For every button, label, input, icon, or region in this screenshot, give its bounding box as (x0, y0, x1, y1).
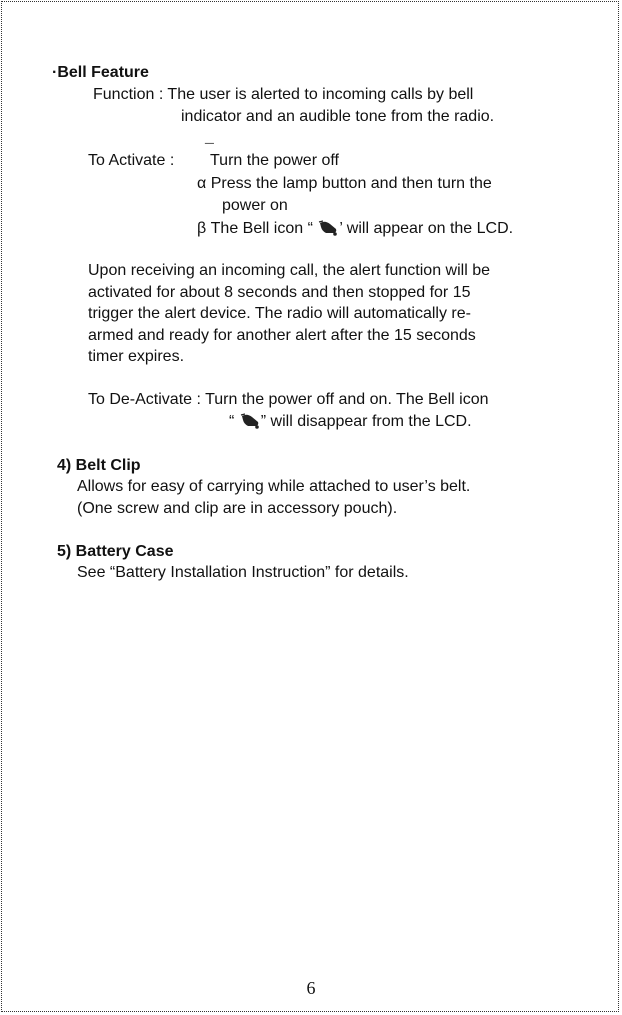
deactivate-suffix: ” will disappear from the LCD. (260, 413, 472, 430)
deactivate-text-line2 (229, 412, 472, 432)
alert-paragraph-line4: armed and ready for another alert after the 15 seconds (88, 327, 476, 344)
activate-step2 (197, 219, 513, 239)
beta-symbol: β (197, 220, 207, 237)
belt-clip-line2: (One screw and clip are in accessory pouch). (77, 500, 398, 517)
page-number: 6 (306, 978, 316, 998)
function-text-line2: indicator and an audible tone from the radio. (181, 108, 495, 125)
alert-paragraph-line5: timer expires. (88, 348, 185, 365)
alert-paragraph-line2: activated for about 8 seconds and then stopped for 15 (88, 284, 471, 301)
function-text-line1: The user is alerted to incoming calls by bell (167, 86, 474, 103)
belt-clip-line1: Allows for easy of carrying while attached to user’s belt. (77, 478, 471, 495)
activate-step1-line2: power on (222, 197, 288, 214)
function-label: Function : (93, 86, 168, 103)
alert-paragraph-line1: Upon receiving an incoming call, the alert function will be (88, 262, 490, 279)
battery-case-heading: 5) Battery Case (57, 543, 174, 560)
deactivate-text-line1: Turn the power off and on. The Bell icon (205, 391, 489, 408)
activate-step1 (197, 174, 492, 194)
deactivate-row (88, 390, 489, 410)
activate-step1-line1: Press the lamp button and then turn the (206, 175, 492, 192)
deactivate-prefix: “ (229, 413, 235, 430)
function-row (93, 85, 473, 105)
step0-marker: ¯ (205, 142, 214, 159)
bell-feature-heading: ·Bell Feature (52, 64, 149, 81)
bell-icon (317, 220, 339, 236)
alpha-symbol: α (197, 175, 207, 192)
activate-step2-suffix: ’ will appear on the LCD. (339, 220, 514, 237)
activate-step2-prefix: The Bell icon “ (206, 220, 313, 237)
alert-paragraph-line3: trigger the alert device. The radio will automatically re- (88, 305, 471, 322)
bell-icon (239, 413, 261, 429)
belt-clip-heading: 4) Belt Clip (57, 457, 141, 474)
activate-step0: Turn the power off (210, 152, 339, 169)
deactivate-label: To De-Activate : (88, 391, 206, 408)
activate-label: To Activate : (88, 152, 175, 169)
battery-case-line1: See “Battery Installation Instruction” for details. (77, 564, 409, 581)
